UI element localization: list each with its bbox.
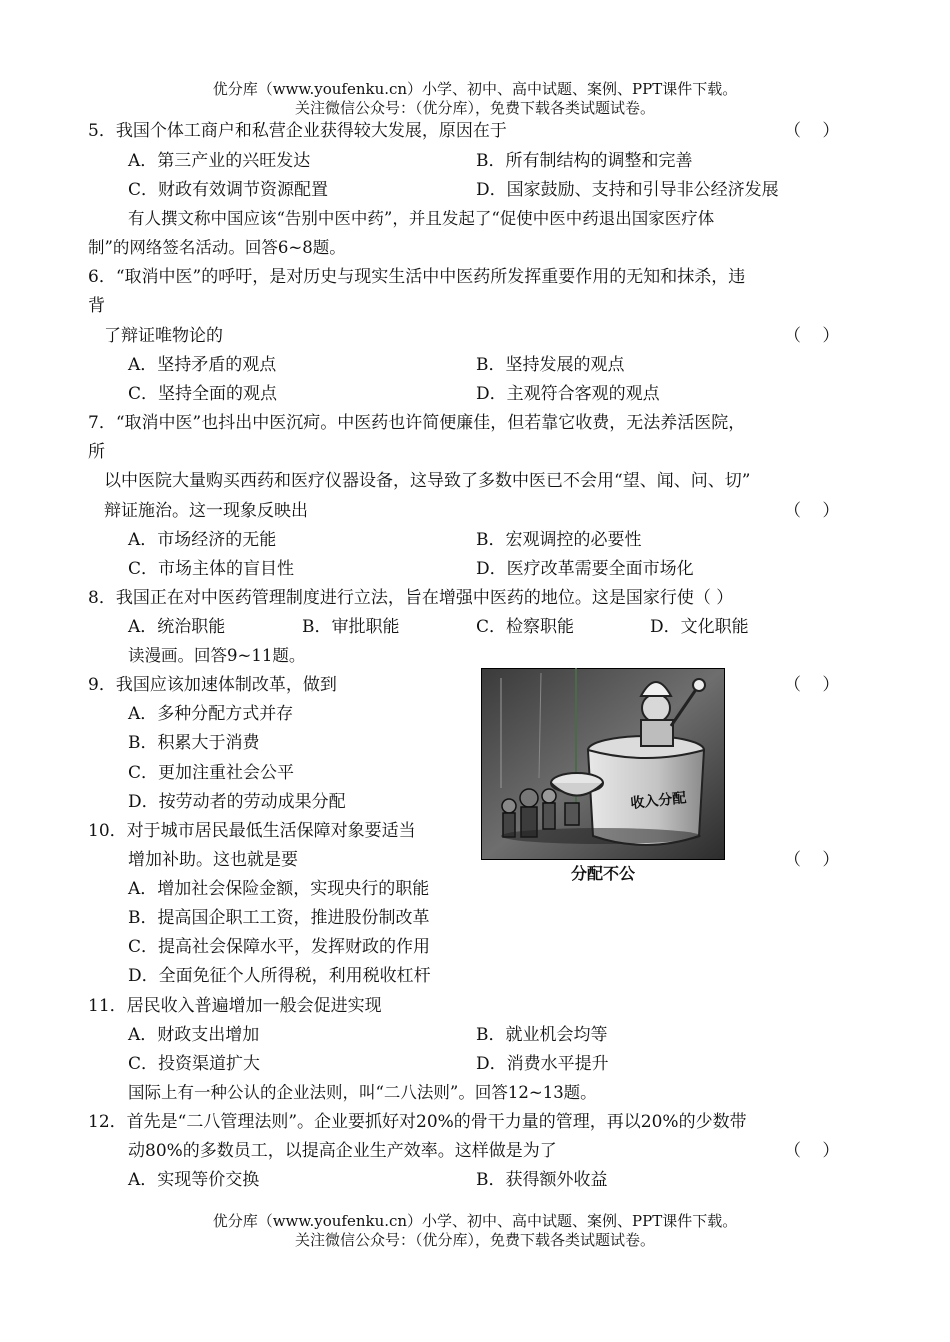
- q6-answer-paren: （ ）: [784, 326, 848, 346]
- q6-stem-line-2: 背: [88, 296, 105, 316]
- q6-option-a: A．坚持矛盾的观点: [128, 355, 277, 375]
- q10-option-a: A．增加社会保险金额，实现央行的职能: [128, 879, 430, 899]
- q7-option-d: D．医疗改革需要全面市场化: [476, 559, 694, 579]
- q7-option-b: B．宏观调控的必要性: [476, 530, 642, 550]
- q11-option-a: A．财政支出增加: [128, 1025, 260, 1045]
- q5-option-d: D．国家鼓励、支持和引导非公经济发展: [476, 180, 779, 200]
- footer-line-1: 优分库（www.youfenku.cn）小学、初中、高中试题、案例、PPT课件下载。: [212, 1212, 738, 1230]
- q8-option-a: A．统治职能: [128, 617, 226, 637]
- q10-stem-line-1: 10．对于城市居民最低生活保障对象要适当: [88, 821, 416, 841]
- q8-stem: 8．我国正在对中医药管理制度进行立法，旨在增强中医药的地位。这是国家行使（ ）: [88, 588, 734, 608]
- q12-stem-line-1: 12．首先是“二八管理法则”。企业要抓好对20%的骨干力量的管理，再以20%的少数带: [88, 1112, 747, 1132]
- q11-option-d: D．消费水平提升: [476, 1054, 609, 1074]
- q7-stem-line-1: 7．“取消中医”也抖出中医沉疴。中医药也许简便廉佳，但若靠它收费，无法养活医院，: [88, 413, 746, 433]
- cartoon-image: [481, 668, 725, 860]
- q8-option-b: B．审批职能: [302, 617, 400, 637]
- q10-option-b: B．提高国企职工工资，推进股份制改革: [128, 908, 430, 928]
- q9-answer-paren: （ ）: [784, 675, 848, 695]
- q10-option-d: D．全面免征个人所得税，利用税收杠杆: [128, 966, 431, 986]
- q11-option-c: C．投资渠道扩大: [128, 1054, 261, 1074]
- intro-9-11: 读漫画。回答9~11题。: [128, 646, 306, 665]
- q12-answer-paren: （ ）: [784, 1141, 848, 1161]
- q5-option-c: C．财政有效调节资源配置: [128, 180, 329, 200]
- q6-option-c: C．坚持全面的观点: [128, 384, 278, 404]
- q9-option-d: D．按劳动者的劳动成果分配: [128, 792, 346, 812]
- intro-12-13: 国际上有一种公认的企业法则，叫“二八法则”。回答12~13题。: [128, 1083, 597, 1102]
- q7-option-a: A．市场经济的无能: [128, 530, 277, 550]
- q12-option-b: B．获得额外收益: [476, 1170, 608, 1190]
- intro-6-8-line-1: 有人撰文称中国应该“告别中医中药”，并且发起了“促使中医中药退出国家医疗体: [128, 209, 715, 228]
- cartoon-caption: 分配不公: [570, 864, 635, 883]
- q10-option-c: C．提高社会保障水平，发挥财政的作用: [128, 937, 431, 957]
- q5-answer-paren: （ ）: [784, 121, 848, 141]
- header-line-1: 优分库（www.youfenku.cn）小学、初中、高中试题、案例、PPT课件下载。: [212, 80, 738, 98]
- q6-stem-line-1: 6．“取消中医”的呼吁，是对历史与现实生活中中医药所发挥重要作用的无知和抹杀，违: [88, 267, 746, 287]
- q11-stem: 11．居民收入普遍增加一般会促进实现: [88, 996, 382, 1016]
- q12-option-a: A．实现等价交换: [128, 1170, 260, 1190]
- intro-6-8-line-2: 制”的网络签名活动。回答6~8题。: [88, 238, 346, 257]
- q5-stem: 5．我国个体工商户和私营企业获得较大发展，原因在于: [88, 121, 507, 141]
- q6-option-d: D．主观符合客观的观点: [476, 384, 660, 404]
- q11-option-b: B．就业机会均等: [476, 1025, 608, 1045]
- q8-option-c: C．检察职能: [476, 617, 575, 637]
- q5-option-b: B．所有制结构的调整和完善: [476, 151, 693, 171]
- footer-line-2: 关注微信公众号：（优分库），免费下载各类试题试卷。: [294, 1231, 655, 1249]
- cartoon-pot-label: 收入分配: [629, 790, 688, 812]
- q7-answer-paren: （ ）: [784, 501, 848, 521]
- q7-stem-line-2: 所: [88, 442, 105, 462]
- q9-stem: 9．我国应该加速体制改革，做到: [88, 675, 337, 695]
- q12-stem-line-2: 动80%的多数员工，以提高企业生产效率。这样做是为了: [128, 1141, 557, 1161]
- q6-stem-line-3: 了辩证唯物论的: [104, 326, 223, 346]
- q10-answer-paren: （ ）: [784, 850, 848, 870]
- header-line-2: 关注微信公众号：（优分库），免费下载各类试题试卷。: [294, 99, 655, 117]
- q7-stem-line-3: 以中医院大量购买西药和医疗仪器设备，这导致了多数中医已不会用“望、闻、问、切”: [104, 471, 751, 491]
- q8-option-d: D．文化职能: [650, 617, 749, 637]
- q7-stem-line-4: 辩证施治。这一现象反映出: [104, 501, 308, 521]
- q10-stem-line-2: 增加补助。这也就是要: [128, 850, 298, 870]
- q5-option-a: A．第三产业的兴旺发达: [128, 151, 311, 171]
- q6-option-b: B．坚持发展的观点: [476, 355, 625, 375]
- q9-option-b: B．积累大于消费: [128, 733, 260, 753]
- q7-option-c: C．市场主体的盲目性: [128, 559, 295, 579]
- q9-option-a: A．多种分配方式并存: [128, 704, 294, 724]
- q9-option-c: C．更加注重社会公平: [128, 763, 295, 783]
